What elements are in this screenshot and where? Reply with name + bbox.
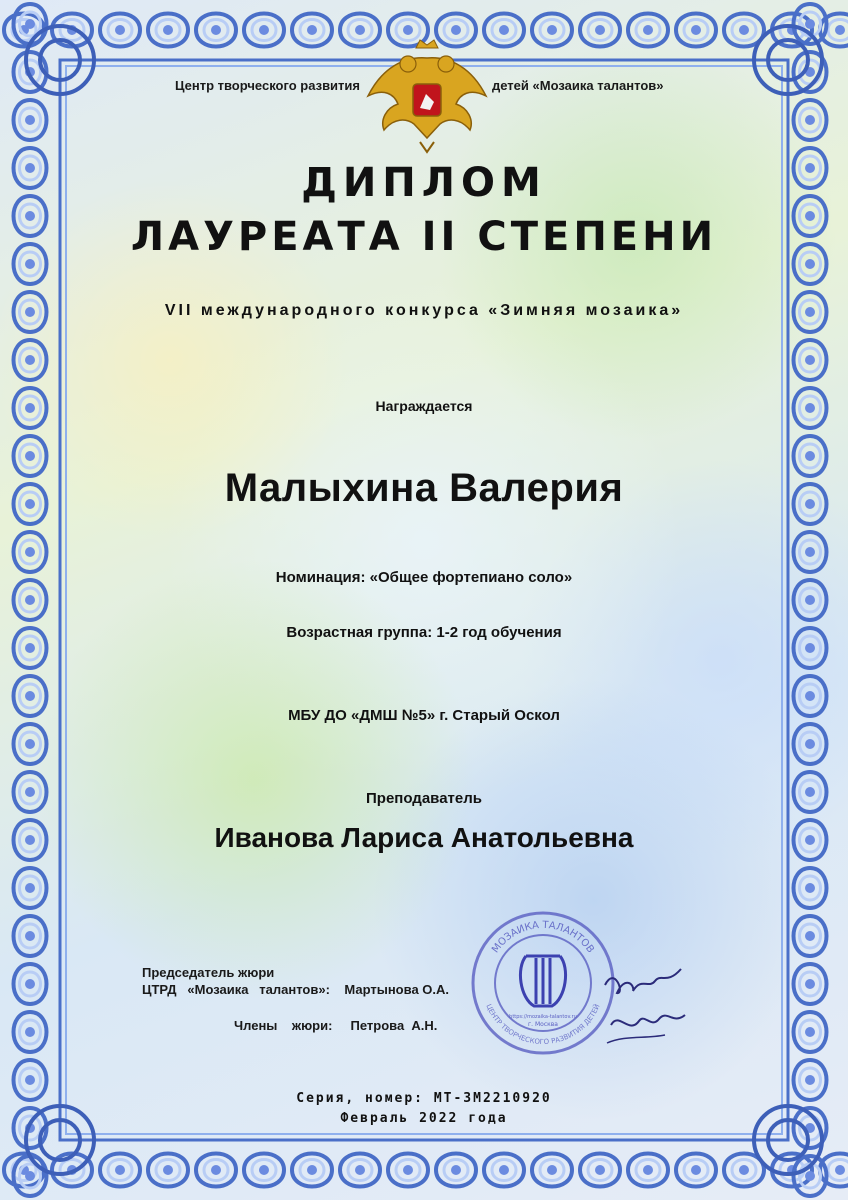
- svg-text:МОЗАИКА ТАЛАНТОВ: МОЗАИКА ТАЛАНТОВ: [490, 919, 596, 956]
- jury-members: Члены жюри: Петрова А.Н.: [234, 1018, 438, 1033]
- header-org-left: Центр творческого развития: [174, 78, 360, 93]
- recipient-name: Малыхина Валерия: [224, 466, 624, 510]
- jury-signatures: [595, 955, 690, 1055]
- coat-of-arms-emblem: [364, 38, 490, 158]
- header-org-right: детей «Мозаика талантов»: [492, 78, 664, 93]
- diploma-title: ДИПЛОМ: [301, 160, 547, 206]
- svg-text:ЦЕНТР ТВОРЧЕСКОГО РАЗВИТИЯ ДЕТ: ЦЕНТР ТВОРЧЕСКОГО РАЗВИТИЯ ДЕТЕЙ: [484, 1002, 602, 1047]
- awarded-label: Награждается: [375, 398, 473, 414]
- school: МБУ ДО «ДМШ №5» г. Старый Оскол: [288, 707, 560, 724]
- contest-name: VII международного конкурса «Зимняя мозаика»: [164, 302, 684, 319]
- issue-date: Февраль 2022 года: [340, 1111, 508, 1126]
- diploma-degree: ЛАУРЕАТА II СТЕПЕНИ: [130, 214, 718, 260]
- svg-text:г. Москва: г. Москва: [528, 1021, 558, 1028]
- age-group: Возрастная группа: 1-2 год обучения: [286, 624, 562, 641]
- nomination: Номинация: «Общее фортепиано соло»: [275, 569, 573, 586]
- jury-chair-label: Председатель жюри: [142, 965, 275, 980]
- jury-chair: [142, 964, 449, 998]
- teacher-label: Преподаватель: [366, 790, 482, 807]
- serial-number: Серия, номер: МТ-ЗМ2210920: [296, 1091, 552, 1106]
- svg-text:https://mozaika-talantov.ru: https://mozaika-talantov.ru: [509, 1014, 577, 1020]
- jury-chair-line: ЦТРД «Мозаика талантов»: Мартынова О.А.: [142, 982, 450, 997]
- teacher-name: Иванова Лариса Анатольевна: [214, 822, 634, 853]
